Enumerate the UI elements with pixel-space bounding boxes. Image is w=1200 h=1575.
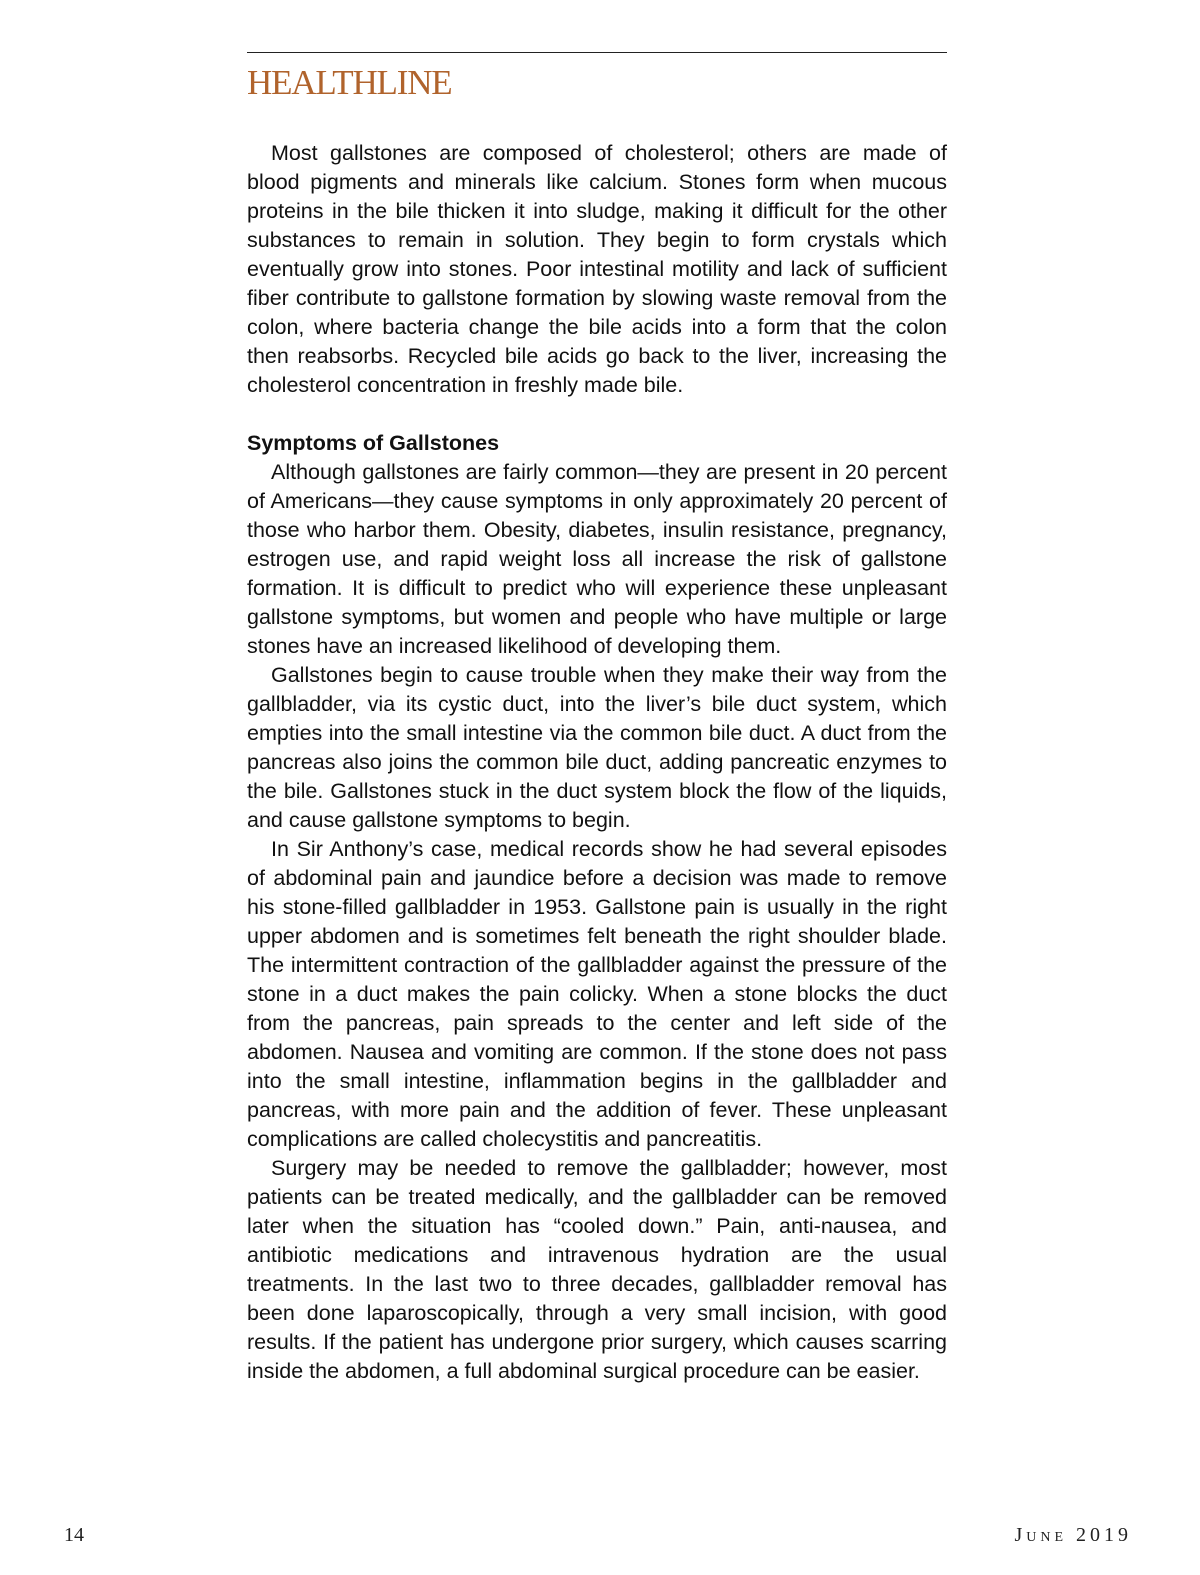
body-paragraph: Although gallstones are fairly common—they are present in 20 percent of Americans—they cause symptoms in only approximately 20 percent of those who harbor them. Obesity, diabetes, insulin resistance, pregnancy, estrogen use, and rapid weight loss all increase the risk of gallstone formation. It is difficult to predict who will experience these unpleasant gallstone symptoms, but women and people who have multiple or large stones have an increased likelihood of developing them. <box>247 460 947 658</box>
header-rule <box>247 52 947 53</box>
article-heading: Symptoms of Gallstones <box>247 431 500 455</box>
issue-date: June 2019 <box>1014 1524 1132 1546</box>
body-paragraph: In Sir Anthony’s case, medical records show he had several episodes of abdominal pain and jaundice before a decision was made to remove his stone-filled gallbladder in 1953. Gallstone pain is usually in the right upper abdomen and is sometimes felt beneath the right shoulder blade. The intermittent contraction of the gallbladder against the pressure of the stone in a duct makes the pain colicky. When a stone blocks the duct from the pancreas, pain spreads to the center and left side of the abdomen. Nausea and vomiting are common. If the stone does not pass into the small intestine, inflammation begins in the gallbladder and pancreas, with more pain and the addition of fever. These unpleasant complications are called cholecystitis and pancreatitis. <box>247 837 947 1151</box>
body-paragraph: Surgery may be needed to remove the gallbladder; however, most patients can be treated medically, and the gallbladder can be removed later when the situation has “cooled down.” Pain, anti-nausea, and antibiotic medications and intravenous hydration are the usual treatments. In the last two to three decades, gallbladder removal has been done laparoscopically, through a very small incision, with good results. If the patient has undergone prior surgery, which causes scarring inside the abdomen, a full abdominal surgical procedure can be easier. <box>247 1156 947 1383</box>
section-title: HEALTHLINE <box>247 63 452 102</box>
body-paragraph: Gallstones begin to cause trouble when they make their way from the gallbladder, via its cystic duct, into the liver’s bile duct system, which empties into the small intestine via the common bile duct. A duct from the pancreas also joins the common bile duct, adding pancreatic enzymes to the bile. Gallstones stuck in the duct system block the flow of the liquids, and cause gallstone symptoms to begin. <box>247 663 947 832</box>
article-body <box>247 139 947 1386</box>
intro-paragraph: Most gallstones are composed of cholesterol; others are made of blood pigments and minerals like calcium. Stones form when mucous proteins in the bile thicken it into sludge, making it difficult for the other substances to remain in solution. They begin to form crystals which eventually grow into stones. Poor intestinal motility and lack of sufficient fiber contribute to gallstone formation by slowing waste removal from the colon, where bacteria change the bile acids into a form that the colon then reabsorbs. Recycled bile acids go back to the liver, increasing the cholesterol concentration in freshly made bile. <box>247 141 947 397</box>
page-number: 14 <box>64 1524 84 1546</box>
